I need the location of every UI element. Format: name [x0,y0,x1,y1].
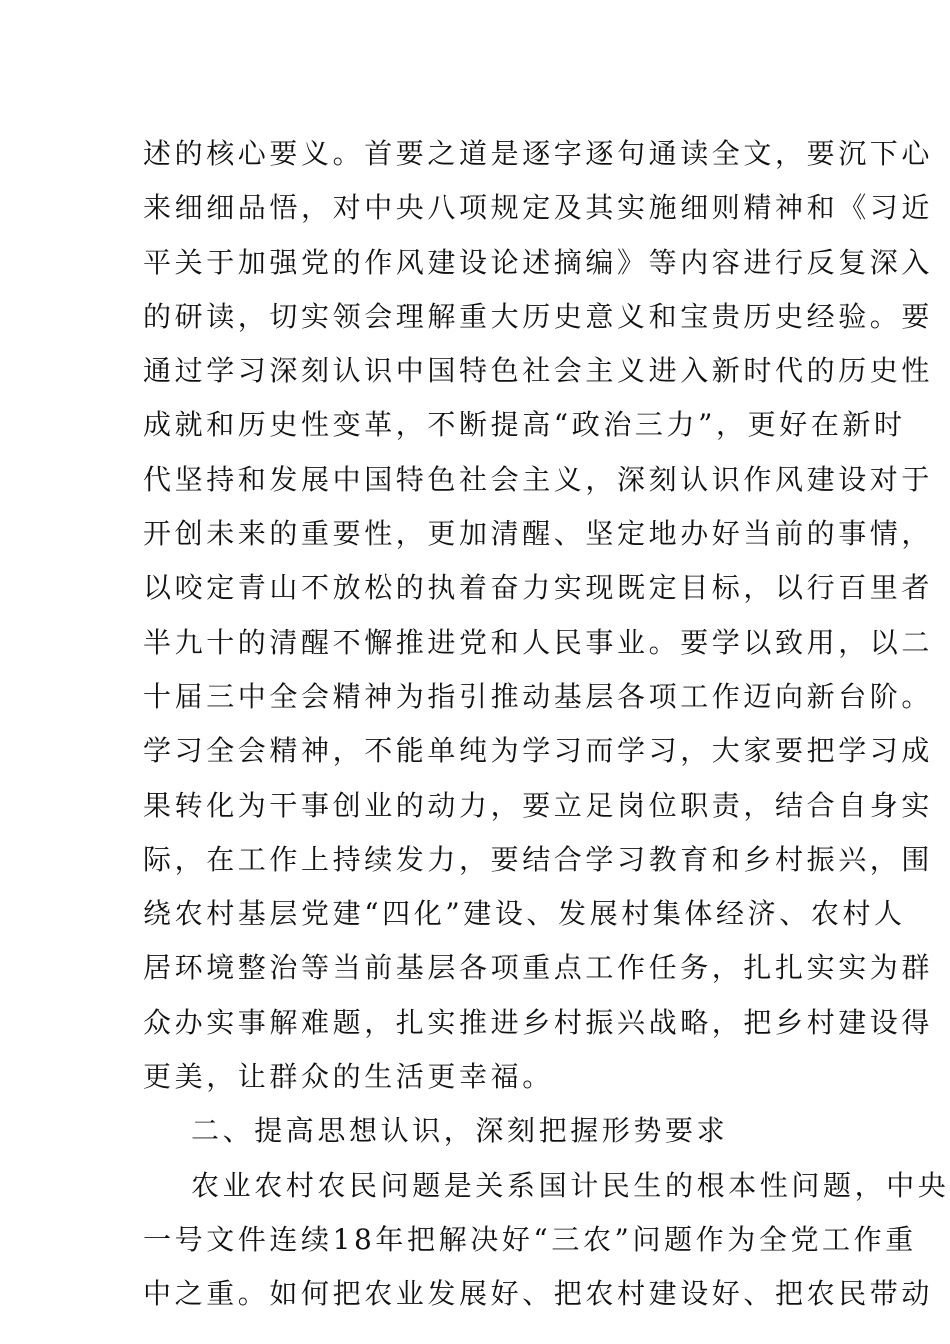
text-line: 代坚持和发展中国特色社会主义，深刻认识作风建设对于 [143,462,934,496]
text-line: 通过学习深刻认识中国特色社会主义进入新时代的历史性 [143,354,934,388]
text-line: 述的核心要义。首要之道是逐字逐句通读全文，要沉下心 [143,137,934,170]
text-line: 众办实事解难题，扎实推进乡村振兴战略，把乡村建设得 [143,1005,934,1039]
text-line: 以咬定青山不放松的执着奋力实现既定目标，以行百里者 [143,571,934,605]
text-line: 更美，让群众的生活更幸福。 [143,1060,554,1094]
text-line: 成就和历史性变革，不断提高“政治三力”，更好在新时 [143,408,906,442]
text-line: 十届三中全会精神为指引推动基层各项工作迈向新台阶。 [143,679,934,713]
text-line: 居环境整治等当前基层各项重点工作任务，扎扎实实为群 [143,951,934,985]
text-line: 一号文件连续18年把解决好“三农”问题作为全党工作重 [143,1222,917,1256]
text-line: 的研读，切实领会理解重大历史意义和宝贵历史经验。要 [143,299,934,333]
paragraph-continued [143,127,934,1104]
text-line: 中之重。如何把农业发展好、把农村建设好、把农民带动 [143,1277,934,1311]
text-line: 际，在工作上持续发力，要结合学习教育和乡村振兴，围 [143,842,934,876]
text-line: 农业农村农民问题是关系国计民生的根本性问题，中央 [191,1168,950,1202]
text-line: 来细细品悟，对中央八项规定及其实施细则精神和《习近 [143,191,934,225]
body-text [143,127,950,1322]
text-line: 果转化为干事创业的动力，要立足岗位职责，结合自身实 [143,788,934,822]
section-heading: 二、提高思想认识，深刻把握形势要求 [191,1114,729,1148]
paragraph [143,1159,950,1322]
text-line: 绕农村基层党建“四化”建设、发展村集体经济、农村人 [143,897,906,931]
text-line: 开创未来的重要性，更加清醒、坚定地办好当前的事情， [143,517,934,551]
text-line: 半九十的清醒不懈推进党和人民事业。要学以致用，以二 [143,625,934,659]
text-line: 平关于加强党的作风建设论述摘编》等内容进行反复深入 [143,245,934,279]
text-line: 学习全会精神，不能单纯为学习而学习，大家要把学习成 [143,734,934,768]
